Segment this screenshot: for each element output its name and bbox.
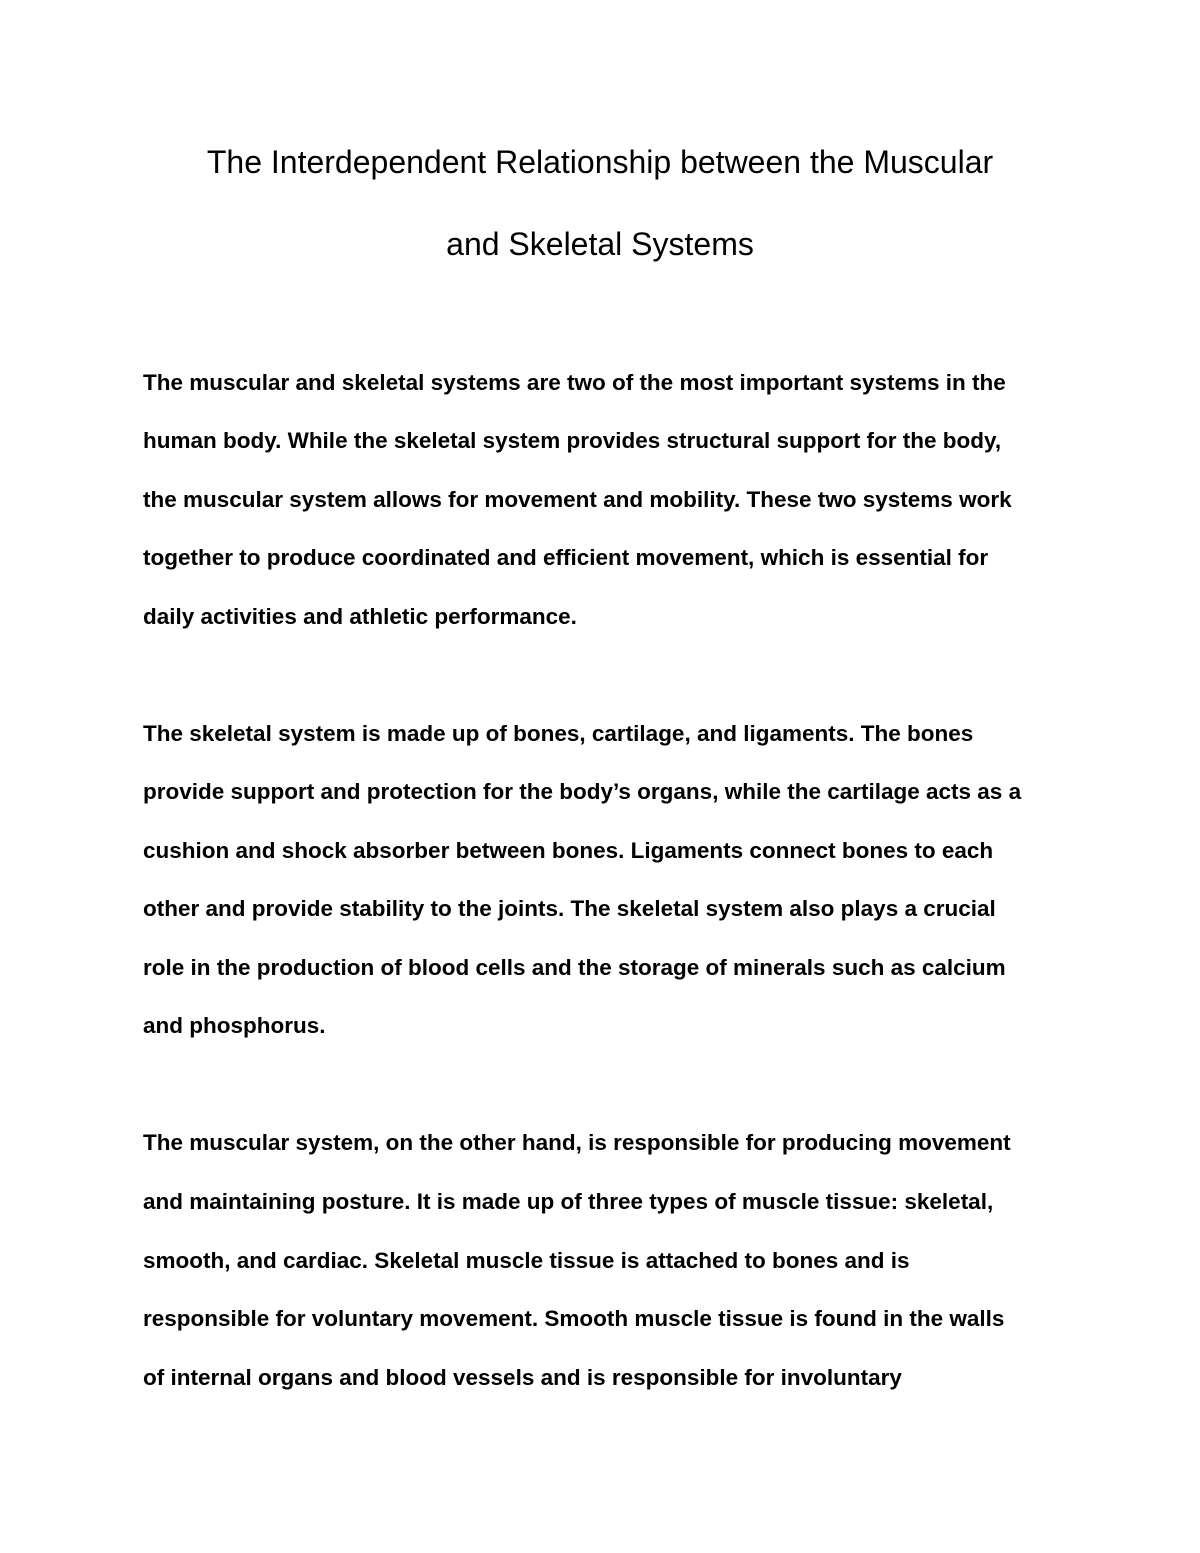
- paragraph-line: together to produce coordinated and efficient movement, which is essential for: [143, 545, 989, 570]
- paragraph-line: daily activities and athletic performance.: [143, 604, 577, 629]
- paragraph-line: The muscular and skeletal systems are two of the most important systems in the: [143, 370, 1006, 395]
- document-title-line-2: and Skeletal Systems: [446, 226, 754, 262]
- paragraph-line: The muscular system, on the other hand, is responsible for producing movement: [143, 1130, 1011, 1155]
- paragraph-line: and maintaining posture. It is made up of three types of muscle tissue: skeletal,: [143, 1189, 994, 1214]
- paragraph-line: provide support and protection for the body’s organs, while the cartilage acts as a: [143, 779, 1022, 804]
- paragraph-line: responsible for voluntary movement. Smooth muscle tissue is found in the walls: [143, 1306, 1005, 1331]
- paragraph-line: the muscular system allows for movement and mobility. These two systems work: [143, 487, 1012, 512]
- paragraph-line: other and provide stability to the joints. The skeletal system also plays a crucial: [143, 896, 996, 921]
- document-title-line-1: The Interdependent Relationship between the Muscular: [206, 144, 994, 180]
- paragraph-line: role in the production of blood cells and the storage of minerals such as calcium: [143, 955, 1006, 980]
- paragraph-line: smooth, and cardiac. Skeletal muscle tissue is attached to bones and is: [143, 1248, 910, 1273]
- paragraph-line: human body. While the skeletal system provides structural support for the body,: [143, 428, 1002, 453]
- paragraph-line: and phosphorus.: [143, 1013, 326, 1038]
- paragraph-line: of internal organs and blood vessels and is responsible for involuntary: [143, 1365, 902, 1390]
- paragraph-line: cushion and shock absorber between bones. Ligaments connect bones to each: [143, 838, 994, 863]
- paragraph-line: The skeletal system is made up of bones, cartilage, and ligaments. The bones: [143, 721, 974, 746]
